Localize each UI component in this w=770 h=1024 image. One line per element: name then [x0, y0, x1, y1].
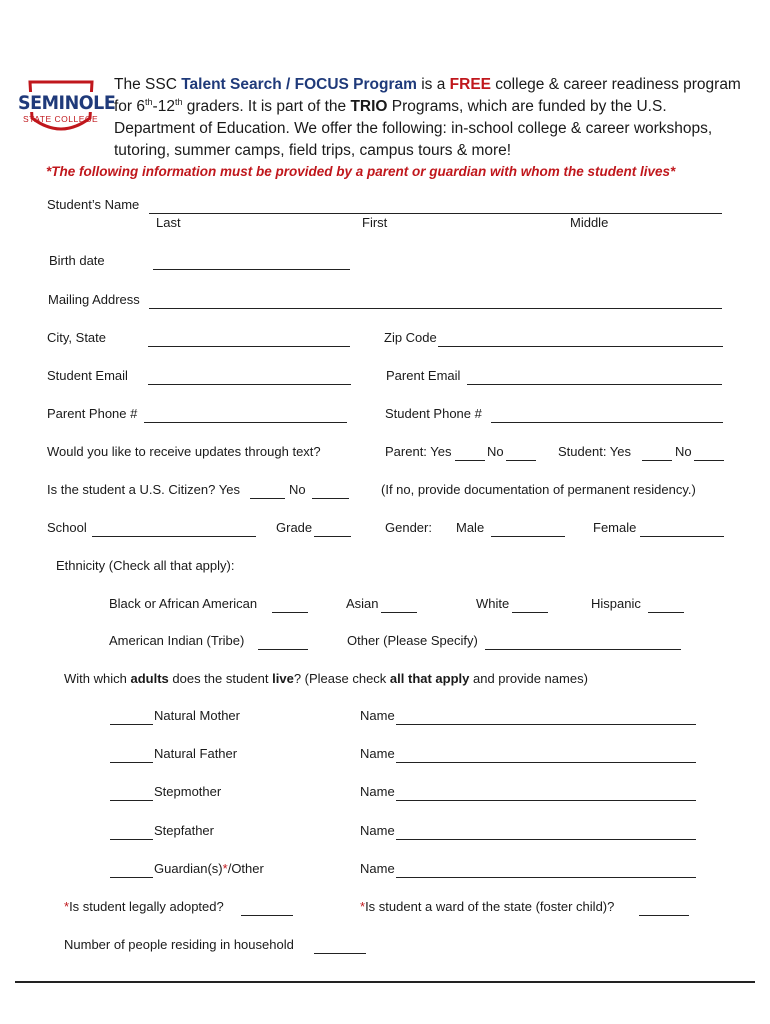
mailing-address-label: Mailing Address	[48, 292, 140, 307]
intro-line-4: tutoring, summer camps, field trips, campus tours & more!	[114, 142, 512, 159]
female-field[interactable]	[640, 522, 724, 537]
intro-line-2: for 6th-12th graders. It is part of the TRIO Programs, which are funded by the U.S.	[114, 96, 667, 115]
citizen-note: (If no, provide documentation of permanent residency.)	[381, 482, 696, 497]
last-name-caption: Last	[156, 215, 181, 230]
natural-mother-name-label: Name	[360, 708, 395, 723]
ward-field[interactable]	[639, 901, 689, 916]
school-field[interactable]	[92, 522, 256, 537]
mailing-address-field[interactable]	[149, 294, 722, 309]
citizen-question: Is the student a U.S. Citizen? Yes	[47, 482, 240, 497]
first-name-caption: First	[362, 215, 388, 230]
black-label: Black or African American	[109, 596, 258, 611]
adopted-field[interactable]	[241, 901, 293, 916]
asian-label: Asian	[346, 596, 379, 611]
logo-main-text: SEMINOLE	[18, 92, 116, 114]
asian-field[interactable]	[381, 598, 417, 613]
american-indian-field[interactable]	[258, 635, 308, 650]
intro-line-3: Department of Education. We offer the following: in-school college & career workshops,	[114, 120, 713, 137]
parent-email-field[interactable]	[467, 370, 722, 385]
white-field[interactable]	[512, 598, 548, 613]
school-label: School	[47, 520, 87, 535]
household-question: Number of people residing in household	[64, 937, 294, 952]
intro-line-1: The SSC Talent Search / FOCUS Program is a FREE college & career readiness program	[114, 76, 741, 93]
male-field[interactable]	[491, 522, 565, 537]
city-state-label: City, State	[47, 330, 107, 345]
natural-mother-name-field[interactable]	[396, 710, 696, 725]
stepmother-name-label: Name	[360, 784, 395, 799]
other-ethnicity-label: Other (Please Specify)	[347, 633, 478, 648]
citizen-no-field[interactable]	[312, 484, 349, 499]
stepmother-check[interactable]	[110, 786, 153, 801]
bottom-divider	[15, 981, 755, 983]
stepfather-label: Stepfather	[154, 823, 214, 838]
student-name-label: Student’s Name	[47, 197, 140, 212]
grade-field[interactable]	[314, 522, 351, 537]
natural-father-name-field[interactable]	[396, 748, 696, 763]
hispanic-field[interactable]	[648, 598, 684, 613]
stepmother-label: Stepmother	[154, 784, 222, 799]
ethnicity-title: Ethnicity (Check all that apply):	[56, 558, 235, 573]
white-label: White	[476, 596, 510, 611]
female-label: Female	[593, 520, 637, 535]
ward-question: *Is student a ward of the state (foster child)?	[360, 899, 615, 914]
student-phone-label: Student Phone #	[385, 406, 482, 421]
parent-no-label: No	[487, 444, 504, 459]
parent-phone-label: Parent Phone #	[47, 406, 138, 421]
student-yes-label: Student: Yes	[558, 444, 632, 459]
seminole-state-college-logo	[18, 78, 116, 142]
adopted-question: *Is student legally adopted?	[64, 899, 224, 914]
natural-father-label: Natural Father	[154, 746, 238, 761]
male-label: Male	[456, 520, 485, 535]
student-email-label: Student Email	[47, 368, 128, 383]
parent-yes-field[interactable]	[455, 446, 485, 461]
student-email-field[interactable]	[148, 370, 351, 385]
city-state-field[interactable]	[148, 332, 350, 347]
stepfather-check[interactable]	[110, 825, 153, 840]
free-label: FREE	[449, 76, 491, 93]
natural-father-name-label: Name	[360, 746, 395, 761]
text-updates-question: Would you like to receive updates through text?	[47, 444, 321, 459]
natural-mother-check[interactable]	[110, 710, 153, 725]
birth-date-field[interactable]	[153, 255, 350, 270]
hispanic-label: Hispanic	[591, 596, 641, 611]
student-no-label: No	[675, 444, 692, 459]
middle-name-caption: Middle	[570, 215, 609, 230]
guardian-check[interactable]	[110, 863, 153, 878]
guardian-name-label: Name	[360, 861, 395, 876]
american-indian-label: American Indian (Tribe)	[109, 633, 245, 648]
student-no-field[interactable]	[694, 446, 724, 461]
stepfather-name-field[interactable]	[396, 825, 696, 840]
trio-label: TRIO	[350, 98, 388, 115]
black-field[interactable]	[272, 598, 308, 613]
required-notice: *The following information must be provided by a parent or guardian with whom the student lives*	[46, 164, 676, 179]
zip-code-field[interactable]	[438, 332, 723, 347]
grade-label: Grade	[276, 520, 313, 535]
citizen-yes-field[interactable]	[250, 484, 285, 499]
stepmother-name-field[interactable]	[396, 786, 696, 801]
stepfather-name-label: Name	[360, 823, 395, 838]
parent-yes-label: Parent: Yes	[385, 444, 452, 459]
logo-sub-text: STATE COLLEGE	[23, 114, 99, 124]
household-field[interactable]	[314, 939, 366, 954]
parent-phone-field[interactable]	[144, 408, 347, 423]
student-yes-field[interactable]	[642, 446, 672, 461]
adults-question: With which adults does the student live? (Please check all that apply and provide names)	[64, 671, 588, 686]
gender-label: Gender:	[385, 520, 432, 535]
student-phone-field[interactable]	[491, 408, 723, 423]
natural-father-check[interactable]	[110, 748, 153, 763]
parent-no-field[interactable]	[506, 446, 536, 461]
guardian-label: Guardian(s)*/Other	[154, 861, 264, 876]
program-name: Talent Search / FOCUS Program	[181, 76, 417, 93]
guardian-name-field[interactable]	[396, 863, 696, 878]
student-name-field[interactable]	[149, 199, 722, 214]
citizen-no-label: No	[289, 482, 306, 497]
natural-mother-label: Natural Mother	[154, 708, 240, 723]
zip-code-label: Zip Code	[384, 330, 437, 345]
birth-date-label: Birth date	[49, 253, 105, 268]
other-ethnicity-field[interactable]	[485, 635, 681, 650]
parent-email-label: Parent Email	[386, 368, 461, 383]
